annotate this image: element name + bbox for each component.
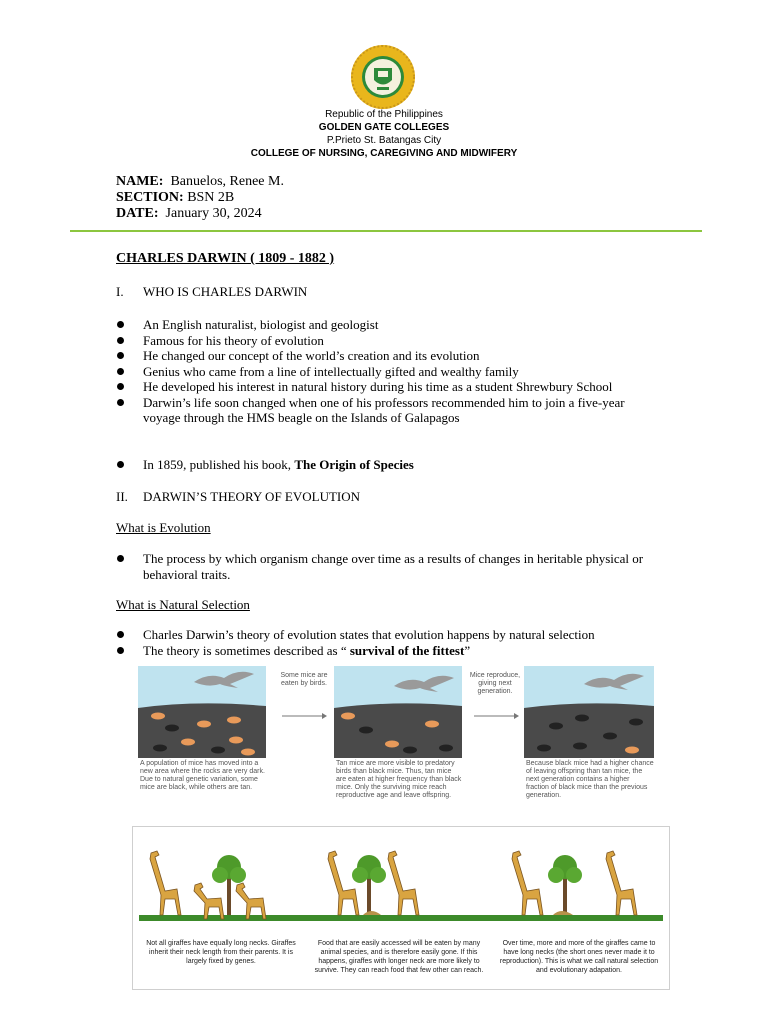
fittest-phrase: survival of the fittest	[349, 642, 465, 658]
date-row	[116, 206, 284, 222]
giraffe-panels	[133, 827, 669, 927]
document-title: CHARLES DARWIN ( 1809 - 1882 )	[116, 251, 335, 266]
section-2-heading	[116, 489, 360, 505]
giraffe-caption-2: Food that are easily accessed will be eaten by many animal species, and is therefore easily gone. If this happens, giraffes with longer neck are more likely to survive. They can reach food that few other can reach.	[314, 940, 484, 974]
list-item: He developed his interest in natural history during his time as a student Shrewbury School	[116, 379, 656, 395]
fittest-prefix: The theory is sometimes described as “	[143, 642, 350, 658]
list-item: Genius who came from a line of intellectually gifted and wealthy family	[116, 364, 656, 380]
mice-caption-1: A population of mice has moved into a new area where the rocks are very dark. Due to natural genetic variation, some mice are black, while others are tan.	[140, 760, 265, 791]
giraffe-panel-3	[512, 851, 637, 915]
mice-panel-1	[138, 666, 266, 758]
giraffe-panel-2	[328, 851, 419, 915]
list-item: He changed our concept of the world’s creation and its evolution	[116, 348, 656, 364]
section-1-heading	[116, 284, 307, 300]
college-name: GOLDEN GATE COLLEGES	[318, 122, 450, 133]
list-item	[116, 457, 656, 473]
mice-panel-3	[524, 666, 654, 758]
list-item: Charles Darwin’s theory of evolution states that evolution happens by natural selection	[116, 627, 656, 643]
list-item: Famous for his theory of evolution	[116, 333, 656, 349]
book-prefix: In 1859, published his book,	[143, 457, 295, 472]
evolution-subheading: What is Evolution	[116, 520, 211, 535]
section-1-title: WHO IS CHARLES DARWIN	[143, 284, 308, 299]
college-address: P.Prieto St. Batangas City	[326, 135, 442, 146]
section-2-title: DARWIN’S THEORY OF EVOLUTION	[143, 489, 361, 504]
giraffe-caption-1: Not all giraffes have equally long necks. Giraffes inherit their neck length from their parents. It is largely fixed by genes.	[146, 940, 296, 965]
list-item: An English naturalist, biologist and geologist	[116, 317, 656, 333]
list-item: Darwin’s life soon changed when one of his professors recommended him to join a five-year voyage through the HMS beagle on the Islands of Galapagos	[116, 395, 656, 426]
department-name: COLLEGE OF NURSING, CAREGIVING AND MIDWIFERY	[250, 148, 518, 159]
natural-selection-subheading: What is Natural Selection	[116, 597, 250, 612]
list-item: The process by which organism change over time as a results of changes in heritable physical or behavioral traits.	[116, 551, 656, 582]
student-info	[116, 174, 284, 222]
name-label: NAME:	[116, 174, 164, 189]
giraffe-caption-3: Over time, more and more of the giraffes came to have long necks (the short ones never made it to reproduction). This is what we call natural selection and evolutionary adapation.	[499, 940, 659, 974]
book-title: The Origin of Species	[294, 457, 414, 472]
fittest-suffix: ”	[464, 642, 471, 658]
section-row	[116, 190, 284, 206]
college-seal-logo	[350, 44, 416, 110]
section-2-number: II.	[116, 489, 128, 504]
section-1-number: I.	[116, 284, 124, 299]
publication-list	[116, 457, 656, 473]
natural-selection-list	[116, 627, 656, 658]
arrow-label-2: Mice reproduce, giving next generation.	[469, 672, 521, 695]
name-row	[116, 174, 284, 190]
mice-panel-2	[334, 666, 462, 758]
date-value: January 30, 2024	[165, 206, 262, 221]
section-value: BSN 2B	[187, 190, 235, 205]
arrow-label-1: Some mice are eaten by birds.	[280, 672, 328, 687]
giraffe-selection-figure	[132, 826, 670, 990]
date-label: DATE:	[116, 206, 159, 221]
giraffe-panel-1	[150, 851, 266, 919]
mice-selection-figure	[136, 664, 666, 824]
section-label: SECTION:	[116, 190, 184, 205]
institution-header	[0, 108, 768, 160]
evolution-list	[116, 551, 656, 582]
darwin-facts-list	[116, 317, 656, 426]
mice-caption-2: Tan mice are more visible to predatory birds than black mice. Thus, tan mice are eaten at higher frequency than black mice. Only the surviving mice reach reproductive age and leave offspring.	[336, 760, 462, 799]
mice-panels	[136, 664, 666, 760]
name-value: Banuelos, Renee M.	[170, 174, 284, 189]
mice-caption-3: Because black mice had a higher chance of leaving offspring than tan mice, the next generation contains a higher fraction of black mice than the previous generation.	[526, 760, 654, 799]
list-item	[116, 643, 656, 659]
divider-rule	[70, 230, 702, 232]
republic-line: Republic of the Philippines	[325, 109, 443, 120]
